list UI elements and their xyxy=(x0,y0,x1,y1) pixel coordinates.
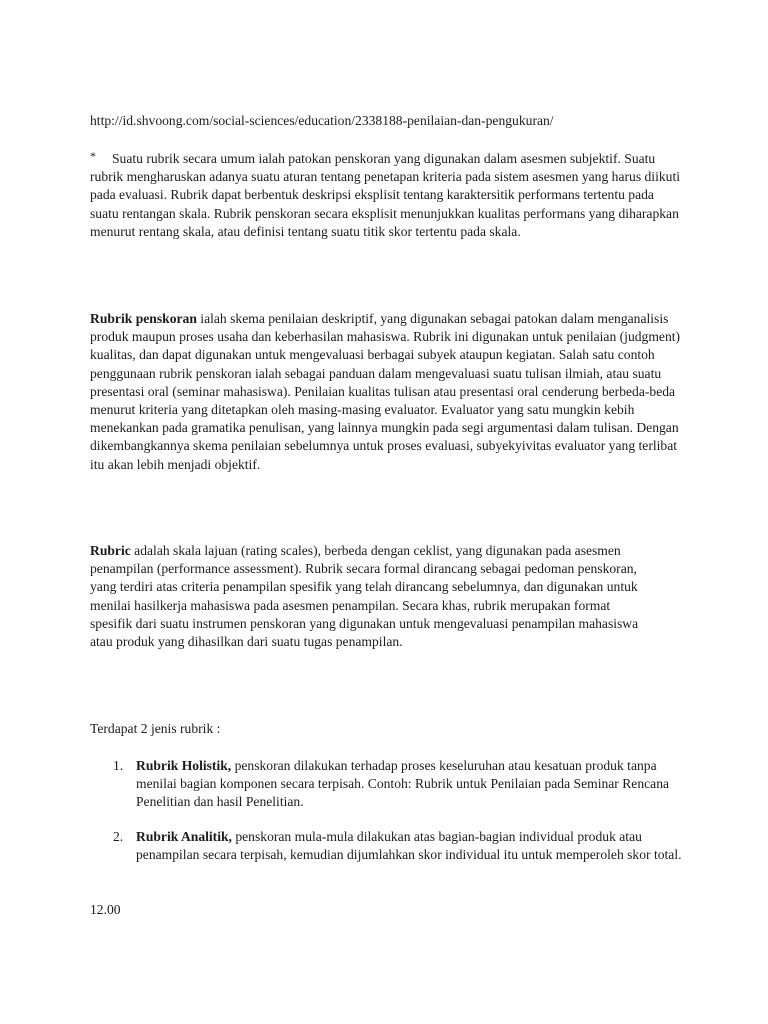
list-number: 2. xyxy=(113,829,124,844)
paragraph-text: ialah skema penilaian deskriptif, yang digunakan sebagai patokan dalam menganalisis produk maupun proses usaha dan keberhasilan mahasiswa. Rubrik ini digunakan untuk penilaian (judgment) kualitas, dan dapat digunakan untuk mengevaluasi berbagai subyek ataupun kegiatan. Salah satu contoh penggunaan rubrik penskoran ialah sebagai panduan dalam mengevaluasi suatu tulisan ilmiah, atau suatu presentasi oral (seminar mahasiswa). Penilaian kualitas tulisan atau presentasi oral cenderung berbeda-beda menurut kriteria yang ditetapkan oleh masing-masing evaluator. Evaluator yang satu mungkin kebih menekankan pada gramatika penulisan, yang lainnya mungkin pada segi argumentasi dalam tulisan. Dengan dikembangkannya skema penilaian sebelumnya untuk proses evaluasi, subyekyivitas evaluator yang terlibat itu akan lebih menjadi objektif. xyxy=(90,311,681,472)
paragraph-rubric xyxy=(90,542,650,651)
rubric-types-intro: Terdapat 2 jenis rubrik : xyxy=(90,721,221,736)
list-number: 1. xyxy=(113,758,124,773)
paragraph-rubric-definition xyxy=(90,150,682,241)
list-item-text: penskoran mula-mula dilakukan atas bagian-bagian individual produk atau penampilan secara terpisah, kemudian dijumlahkan skor individual itu untuk memperoleh skor total. xyxy=(136,829,682,863)
list-item-body xyxy=(136,828,684,864)
list-item-body xyxy=(136,757,684,812)
source-url: http://id.shvoong.com/social-sciences/education/2338188-penilaian-dan-pengukuran/ xyxy=(90,113,554,128)
footer-time: 12.00 xyxy=(90,902,121,917)
list-item xyxy=(113,828,693,864)
paragraph-text: adalah skala lajuan (rating scales), berbeda dengan ceklist, yang digunakan pada asesmen penampilan (performance assessment). Rubrik secara formal dirancang sebagai pedoman penskoran, yang terdiri atas criteria penampilan spesifik yang telah dirancang sebelumnya, dan digunakan untuk menilai hasilkerja mahasiswa pada asesmen penampilan. Secara khas, rubrik merupakan format spesifik dari suatu instrumen penskoran yang digunakan untuk mengevaluasi penampilan mahasiswa atau produk yang dihasilkan dari suatu tugas penampilan. xyxy=(90,543,639,650)
term-rubrik-analitik: Rubrik Analitik, xyxy=(136,829,232,844)
term-rubrik-penskoran: Rubrik penskoran xyxy=(90,311,197,326)
term-rubric: Rubric xyxy=(90,543,131,558)
paragraph-text: Suatu rubrik secara umum ialah patokan penskoran yang digunakan dalam asesmen subjektif. Suatu rubrik mengharuskan adanya suatu aturan tentang penetapan kriteria pada sistem asesmen yang harus diikuti pada evaluasi. Rubrik dapat berbentuk deskripsi eksplisit tentang karaktersitik performans tertentu pada suatu rentangan skala. Rubrik penskoran secara eksplisit menunjukkan kualitas performans yang diharapkan menurut rentang skala, atau definisi tentang suatu titik skor tertentu pada skala. xyxy=(90,151,681,239)
list-item xyxy=(113,757,693,812)
list-item-text: penskoran dilakukan terhadap proses keseluruhan atau kesatuan produk tanpa menilai bagian komponen secara terpisah. Contoh: Rubrik untuk Penilaian pada Seminar Rencana Penelitian dan hasil Penelitian. xyxy=(136,758,670,810)
asterisk-bullet: * xyxy=(90,149,96,163)
term-rubrik-holistik: Rubrik Holistik, xyxy=(136,758,232,773)
paragraph-rubrik-penskoran xyxy=(90,310,682,474)
